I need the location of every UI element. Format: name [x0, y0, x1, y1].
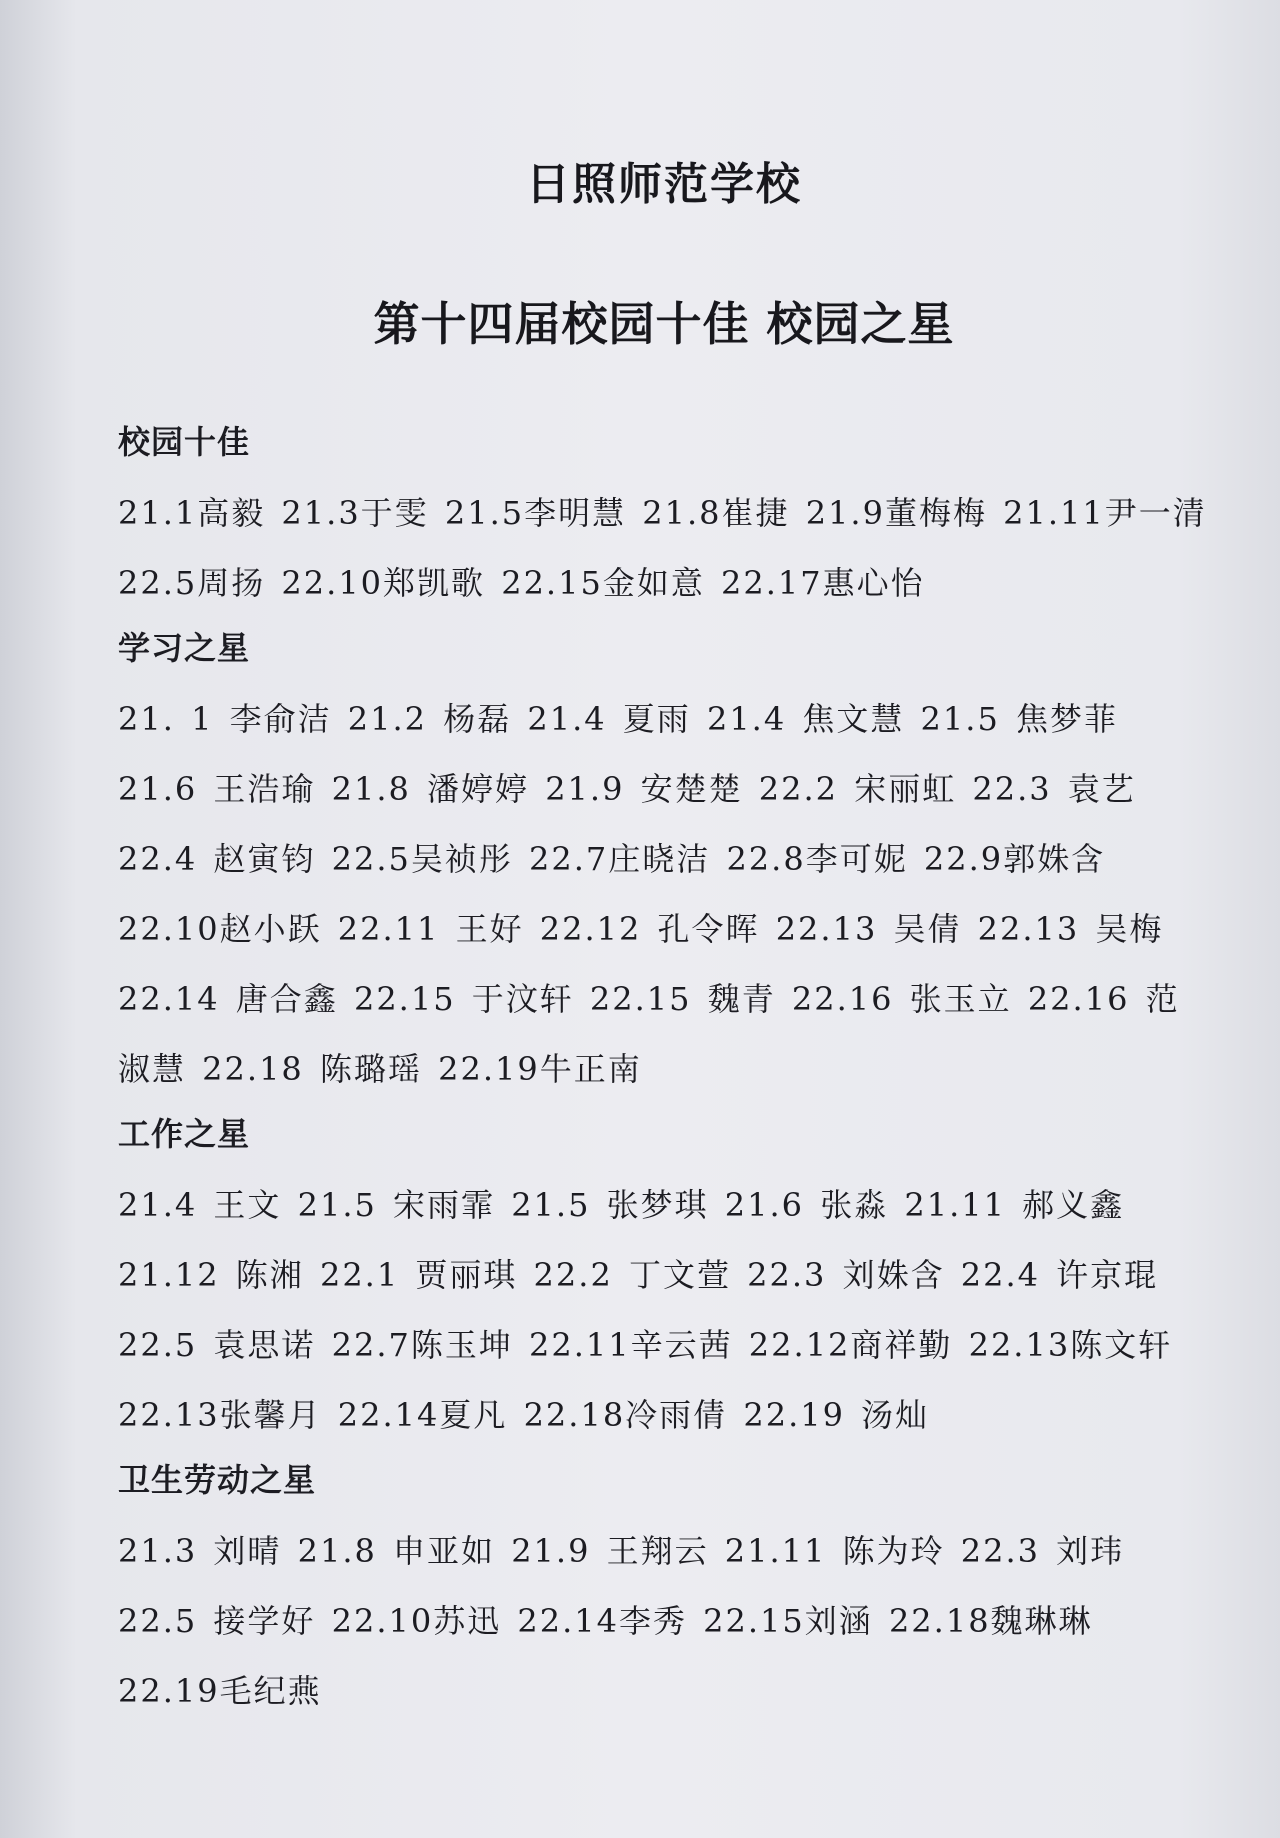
section-body: 21.3 刘晴 21.8 申亚如 21.9 王翔云 21.11 陈为玲 22.3 刘玮 22.5 接学好 22.10苏迅 22.14李秀 22.15刘涵 22.18魏琳琳 22.19毛纪燕 — [118, 1532, 1125, 1710]
section-heading: 学习之星 — [118, 629, 251, 667]
section-body: 21. 1 李俞洁 21.2 杨磊 21.4 夏雨 21.4 焦文慧 21.5 焦梦菲 21.6 王浩瑜 21.8 潘婷婷 21.9 安楚楚 22.2 宋丽虹 22.3 袁艺 22.4 赵寅钧 22.5吴祯彤 22.7庄晓洁 22.8李可妮 22.9郭姝含 22.10赵小跃 22.11 王好 22.12 孔令晖 22.13 吴倩 22.13 吴梅 22.14 唐合鑫 22.15 于汶轩 22.15 魏青 22.16 张玉立 22.16 范淑慧 22.18 陈璐瑶 22.19牛正南 — [118, 700, 1180, 1088]
section-body: 21.4 王文 21.5 宋雨霏 21.5 张梦琪 21.6 张淼 21.11 郝义鑫 21.12 陈湘 22.1 贾丽琪 22.2 丁文萱 22.3 刘姝含 22.4 许京琨 22.5 袁思诺 22.7陈玉坤 22.11辛云茜 22.12商祥勤 22.13陈文轩 22.13张馨月 22.14夏凡 22.18冷雨倩 22.19 汤灿 — [118, 1186, 1173, 1434]
section-hygiene-labor-star — [118, 1458, 1210, 1726]
section-body: 21.1高毅 21.3于雯 21.5李明慧 21.8崔捷 21.9董梅梅 21.11尹一清 22.5周扬 22.10郑凯歌 22.15金如意 22.17惠心怡 — [118, 494, 1207, 602]
section-work-star — [118, 1112, 1210, 1450]
document-title: 日照师范学校 — [526, 159, 802, 210]
section-heading: 校园十佳 — [118, 423, 251, 461]
section-heading: 卫生劳动之星 — [118, 1461, 317, 1499]
document-subtitle: 第十四届校园十佳 校园之星 — [373, 297, 955, 351]
section-campus-top-ten — [118, 420, 1210, 618]
section-heading: 工作之星 — [118, 1115, 251, 1153]
section-study-star — [118, 626, 1210, 1104]
